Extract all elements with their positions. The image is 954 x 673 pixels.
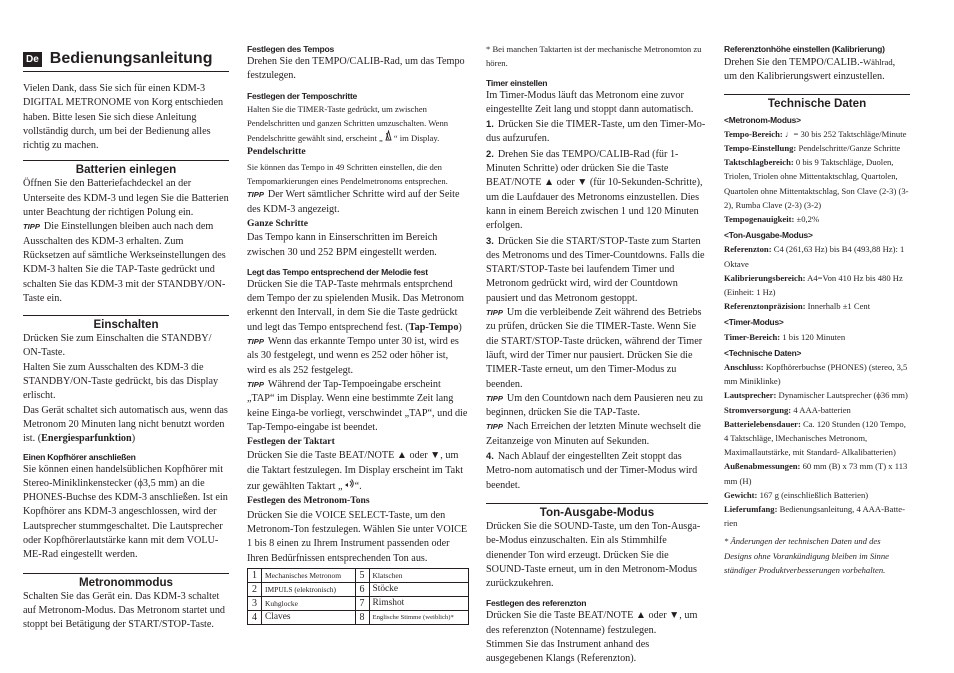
- ton-text: Drücken Sie die SOUND-Taste, um den Ton-Ausga-be-Modus einzuschalten. Ein als Stimmhilfe dienender Ton wird erzeugt. Drücken Sie die SOUND-Taste erneut, um in den Metronom-Modus zurückzukehren.: [486, 520, 701, 590]
- step-1: [486, 117, 708, 147]
- ganze-text: Das Tempo kann in Einserschritten im Bereich zwischen 30 und 252 BPM eingestellt werden.: [247, 232, 438, 258]
- melodie-heading: Legt das Tempo entsprechend der Melodie fest: [247, 266, 428, 277]
- section-heading-ton: Ton-Ausgabe-Modus: [486, 503, 708, 520]
- text-span: Wählrad: [863, 57, 893, 67]
- tap-tempo-label: Tap-Tempo: [408, 321, 459, 333]
- spec-key: Tempo-Einstellung:: [724, 143, 797, 153]
- ref-heading: Festlegen des referenzton: [486, 598, 587, 609]
- column-3: [486, 40, 708, 667]
- spec-row: [724, 360, 910, 388]
- step-number: 4.: [486, 450, 494, 462]
- metronom-text: Schalten Sie das Gerät ein. Das KDM-3 schaltet auf Metronom-Modus. Das Metronom startet und stoppt bei Betätigung der START/STOP-Taste.: [23, 590, 226, 631]
- ref-text: Drücken Sie die Taste BEAT/NOTE ▲ oder ▼, um des referenzton (Notenname) festzulegen.: [486, 610, 698, 636]
- spec-key: Taktschlagbereich:: [724, 157, 794, 168]
- step-number: 3.: [486, 234, 494, 246]
- tipp-label: TIPP: [247, 190, 264, 200]
- page-title: Bedienungsanleitung: [49, 50, 213, 67]
- text-span: , um den Kalibrierungswert einzustellen.: [724, 57, 896, 83]
- kalib-heading: Referenztonhöhe einstellen (Kalibrierung): [724, 44, 885, 54]
- table-row: [248, 596, 469, 610]
- text-span: “ im Display.: [393, 133, 440, 144]
- spec-value: 1 bis 120 Minuten: [782, 331, 846, 342]
- language-badge: De: [23, 52, 42, 67]
- spec-value: ±0,2%: [796, 214, 820, 225]
- spec-value: A4=Von 410 Hz bis 480 Hz (Einheit: 1 Hz): [724, 272, 903, 298]
- voice-number: 4: [248, 610, 262, 624]
- tipp-text: Wenn das erkannte Tempo unter 30 ist, wird es als 30 festgelegt, und wenn es 252 oder höher ist, wird es als 252 festgelegt.: [247, 336, 459, 376]
- text-span: Drehen Sie den TEMPO/CALIB.-: [724, 57, 864, 68]
- text-span: Drücken Sie die TAP-Taste mehrmals entsprchend dem Tempo der zu spielenden Musik. Das Metronom erkennt den Intervall, in dem Sie die Taste gedrückt und legt das Tempo entsprechend fest. (: [247, 278, 464, 333]
- voice-name: IMPULS (elektronisch): [262, 582, 356, 596]
- spec-key: Gewicht:: [724, 489, 758, 500]
- text-span: ): [458, 321, 462, 333]
- spec-row: [724, 417, 910, 460]
- voice-number: 5: [355, 568, 369, 582]
- spec-key: Timer-Bereich:: [724, 331, 781, 342]
- kalib-text: [724, 55, 910, 85]
- tons-text: Drücken Sie die VOICE SELECT-Taste, um den Metronom-Ton festzulegen. Wählen Sie unter VOICE 1 bis 8 einen zu Ihrem Instrument passenden oder Ihren Bedürfnissen entsprechenden Ton aus.: [247, 509, 468, 564]
- tipp-label: TIPP: [23, 222, 40, 232]
- timer-tipp-2: [486, 392, 708, 421]
- step-number: 2.: [486, 147, 494, 159]
- tipp-text: Nach Erreichen der letzten Minute wechselt die Zeitanzeige von Minuten auf Sekunden.: [486, 421, 701, 447]
- step-text: Drücken Sie die START/STOP-Taste zum Starten des Metronoms und des Timer-Countdowns. Falls die START/STOP-Taste bei laufendem Timer und Metronom gedrückt wird, wird der Countdown pausiert und das Metronom gestoppt.: [486, 235, 705, 304]
- voice-number: 8: [355, 610, 369, 624]
- step-text: Nach Ablauf der eingestellten Zeit stoppt das Metro-nom automatisch und der Timer-Modus wird beendet.: [486, 451, 698, 491]
- section-heading-metronom: Metronommodus: [23, 573, 229, 590]
- text-span: ): [131, 433, 136, 445]
- tipp-label: TIPP: [247, 337, 264, 347]
- table-row: [248, 582, 469, 596]
- timer-intro: Im Timer-Modus läuft das Metronom eine zuvor eingestellte Zeit lang und stoppt dann automatisch.: [486, 89, 694, 115]
- spec-value: 0 bis 9 Taktschläge, Duolen, Triolen, Triolen ohne Mittentaktschlag, Quartolen, Quartolen ohne Mittentaktschlag, Son Clave (2-3) (3-2), Rumba Clave (2-3) (3-2): [724, 157, 909, 210]
- ref-text-2: Stimmen Sie das Instrument anhand des ausgegebenen Klangs (Referenzton).: [486, 638, 650, 665]
- pendel-text: Sie können das Tempo in 49 Schritten einstellen, die den Tempomarkierungen eines Pendelmetronoms entsprechen.: [247, 161, 448, 187]
- spec-mode-heading: <Ton-Ausgabe-Modus>: [724, 230, 813, 241]
- spec-value: 167 g (einschließlich Batterien): [759, 489, 869, 500]
- timer-tipp-1: [486, 306, 708, 392]
- voice-number: 1: [248, 568, 262, 582]
- spec-key: Stromversorgung:: [724, 404, 792, 415]
- column-4: [724, 40, 910, 578]
- timer-heading: Timer einstellen: [486, 77, 548, 88]
- section-heading-einschalten: Einschalten: [23, 315, 229, 332]
- column-2: [247, 40, 469, 625]
- spec-list: [724, 113, 910, 531]
- melodie-text: [247, 278, 469, 335]
- text-span: Halten Sie die TIMER-Taste gedrückt, um zwischen Pendelschritten und ganzen Schritten umzuschalten. Wenn Pendelschritte gewählt sind, erscheint „: [247, 103, 449, 144]
- einschalten-text-3: [23, 404, 229, 447]
- spec-mode-heading: <Metronom-Modus>: [724, 114, 801, 125]
- tipp-text: Der Wert sämtlicher Schritte wird auf der Seite des KDM-3 angezeigt.: [247, 189, 460, 215]
- footnote-voice: * Bei manchen Taktarten ist der mechanische Metronomton zu hören.: [486, 44, 702, 69]
- spec-row: [724, 127, 910, 141]
- tipp-1: [247, 335, 469, 378]
- step-text: Drehen Sie das TEMPO/CALIB-Rad (für 1-Minuten Schritte) oder drücken Sie die Taste BEAT/NOTE ▲ oder ▼ (für 10-Sekunden-Schritte), um die Laufdauer des Metronoms einzustellen. Dies kann in einem Bereich zwischen 1 und 120 Minuten erfolgen.: [486, 148, 703, 232]
- spec-row: [724, 388, 910, 402]
- spec-key: Batterielebensdauer:: [724, 418, 801, 429]
- tipp-label: TIPP: [486, 393, 503, 403]
- energiespar-label: Energiesparfunktion: [41, 433, 132, 445]
- column-1: [23, 40, 229, 633]
- tipp-label: TIPP: [486, 308, 503, 318]
- tons-heading: Festlegen des Metronom-Tons: [247, 495, 370, 507]
- tempos-heading: Festlegen des Tempos: [247, 44, 335, 54]
- spec-row: [724, 141, 910, 155]
- spec-value: Pendelschritte/Ganze Schritte: [798, 143, 901, 153]
- spec-row: [724, 459, 910, 487]
- timer-tipp-3: [486, 420, 708, 449]
- voice-name: Stöcke: [369, 582, 469, 596]
- schritte-heading: Festlegen der Temposchritte: [247, 90, 358, 101]
- tipp-text: Um die verbleibende Zeit während des Betriebs zu prüfen, drücken Sie die TIMER-Taste. Wenn Sie die START/STOP-Taste drücken, während der Timer läuft, wird der Timer nur pausiert. Drücken Sie die TIMER-Taste erneut, um den Timer-Modus zu beenden.: [486, 307, 703, 390]
- voice-number: 6: [355, 582, 369, 596]
- voice-name: Englische Stimme (weiblich)*: [369, 610, 469, 624]
- spec-value: Ca. 120 Stunden (120 Tempo, 4 Taktschläge, lMechanisches Metronom, Maximallautstärke, mit Standard- Alkalibatterien): [724, 418, 906, 458]
- spec-value: 60 mm (B) x 73 mm (T) x 113 mm (H): [724, 461, 908, 486]
- einschalten-text-2: Halten Sie zum Ausschalten des KDM-3 die STANDBY/ON-Taste gedrückt, bis das Display erlischt.: [23, 361, 219, 402]
- einschalten-text-1: Drücken Sie zum Einschalten die STANDBY/ ON-Taste.: [23, 333, 212, 359]
- takt-heading: Festlegen der Taktart: [247, 436, 335, 448]
- spec-key: Tempo-Bereich:: [724, 128, 783, 139]
- pendel-heading: Pendelschritte: [247, 146, 306, 158]
- table-row: [248, 568, 469, 582]
- text-span: “.: [354, 481, 362, 493]
- spec-row: [724, 242, 910, 270]
- spec-row: [724, 403, 910, 417]
- spec-row: [724, 488, 910, 502]
- spec-key: Tempogenauigkeit:: [724, 214, 795, 225]
- spec-row: [724, 299, 910, 313]
- schritte-text: [247, 102, 469, 146]
- text-span: Das Gerät schaltet sich automatisch aus, wenn das Metronom 20 Minuten lang nicht benutzt worden ist. (: [23, 404, 228, 445]
- voice-name: Claves: [262, 610, 356, 624]
- batterien-text: Öffnen Sie den Batteriefachdeckel an der Unterseite des KDM-3 und legen Sie die Batterien unter Beachtung der richtigen Polung ein.: [23, 178, 229, 219]
- spec-mode-heading: <Timer-Modus>: [724, 317, 784, 328]
- spec-value: Dynamischer Lautsprecher (ϕ36 mm): [778, 390, 908, 401]
- tipp-2: [247, 378, 469, 435]
- voice-number: 2: [248, 582, 262, 596]
- step-3: [486, 234, 708, 306]
- intro-text: Vielen Dank, dass Sie sich für einen KDM-3 DIGITAL METRONOME von Korg entschieden haben. Bitte lesen Sie sich diese Anleitung vollständig durch, um bei der Bedienung alles richtig zu machen.: [23, 83, 224, 152]
- voice-name: Rimshot: [369, 596, 469, 610]
- tipp-text: Während der Tap-Tempoeingabe erscheint „TAP“ im Display. Wenn eine bestimmte Zeit lang keine Einga-be vorliegt, verschwindet „TAP“, und die Tap-Tempo-eingabe ist beendet.: [247, 378, 468, 433]
- beat-icon: [343, 481, 355, 492]
- spec-key: Referenztonpräzision:: [724, 301, 806, 312]
- step-number: 1.: [486, 118, 494, 130]
- step-2: [486, 147, 708, 234]
- spec-value: 4 AAA-batterien: [793, 404, 851, 415]
- spec-row: [724, 212, 910, 226]
- spec-mode-heading: <Technische Daten>: [724, 347, 802, 358]
- title-row: [23, 50, 229, 72]
- spec-value: Innerhalb ±1 Cent: [807, 301, 871, 312]
- spec-key: Außenabmessungen:: [724, 461, 801, 472]
- spec-footnote: * Änderungen der technischen Daten und des Designs ohne Vorankündigung bleiben im Sinne ständiger Produktverbesserungen vorbehalten.: [724, 536, 889, 576]
- spec-value: ♩= 30 bis 252 Taktschläge/Minute: [784, 128, 907, 139]
- voice-name: Klatschen: [369, 568, 469, 582]
- kopfhoerer-heading: Einen Kopfhörer anschließen: [23, 451, 136, 462]
- spec-key: Kalibrierungsbereich:: [724, 272, 806, 283]
- tipp-text: Um den Countdown nach dem Pausieren neu zu beginnen, drücken Sie die TAP-Taste.: [486, 392, 703, 419]
- pendulum-icon: [383, 133, 394, 143]
- spec-row: [724, 155, 910, 212]
- spec-row: [724, 502, 910, 530]
- step-4: [486, 449, 708, 493]
- ganze-heading: Ganze Schritte: [247, 217, 309, 229]
- spec-key: Lautsprecher:: [724, 390, 777, 401]
- voice-table: [247, 568, 469, 625]
- pendel-tipp: [247, 188, 469, 217]
- batterien-tipp: [23, 220, 229, 306]
- spec-key: Lieferumfang:: [724, 504, 778, 515]
- spec-key: Referenzton:: [724, 244, 772, 255]
- spec-row: [724, 330, 910, 344]
- voice-name: Kuhglocke: [262, 596, 356, 610]
- spec-row: [724, 271, 910, 299]
- text-span: Drücken Sie die Taste BEAT/NOTE ▲ oder ▼, um die Taktart festzulegen. Im Display erscheint im Takt zur gewählten Taktart „: [247, 450, 464, 493]
- tempos-text: Drehen Sie den TEMPO/CALIB-Rad, um das Tempo festzulegen.: [247, 56, 465, 82]
- kopfhoerer-text: Sie können einen handelsüblichen Kopfhörer mit Stereo-Miniklinkenstecker (ϕ3,5 mm) an die PHONES-Buchse des KDM-3 anschließen. Ist ein Kopfhörer ans KDM-3 angeschlossen, wird der Lautsprecher stummgeschaltet. Die Lautsprecher oder Kopfhörerlautstärke kann mit dem VOLU-ME-Rad eingestellt werden.: [23, 463, 228, 561]
- voice-name: Mechanisches Metronom: [262, 568, 356, 582]
- table-row: [248, 610, 469, 624]
- takt-text: [247, 449, 469, 494]
- tipp-label: TIPP: [486, 422, 503, 432]
- spec-key: Anschluss:: [724, 362, 764, 373]
- voice-number: 3: [248, 596, 262, 610]
- tipp-text: Die Einstellungen bleiben auch nach dem Ausschalten des KDM-3 erhalten. Zum Rücksetzen auf sämtliche Werkseinstellungen des KDM-3 halten Sie die TAP-Taste gedrückt und schalten Sie das KDM-3 mit der STANDBY/ON-Taste ein.: [23, 221, 226, 304]
- step-text: Drücken Sie die TIMER-Taste, um den Timer-Mo-dus aufzurufen.: [486, 119, 706, 145]
- spec-value: C4 (261,63 Hz) bis B4 (493,88 Hz): 1 Oktave: [724, 244, 905, 269]
- section-heading-tech: Technische Daten: [724, 94, 910, 111]
- spec-value: Bedienungsanleitung, 4 AAA-Batte-rien: [724, 504, 905, 529]
- section-heading-batterien: Batterien einlegen: [23, 160, 229, 177]
- tipp-label: TIPP: [247, 379, 264, 389]
- voice-number: 7: [355, 596, 369, 610]
- spec-value: Kopfhörerbuchse (PHONES) (stereo, 3,5 mm Miniklinke): [724, 362, 908, 387]
